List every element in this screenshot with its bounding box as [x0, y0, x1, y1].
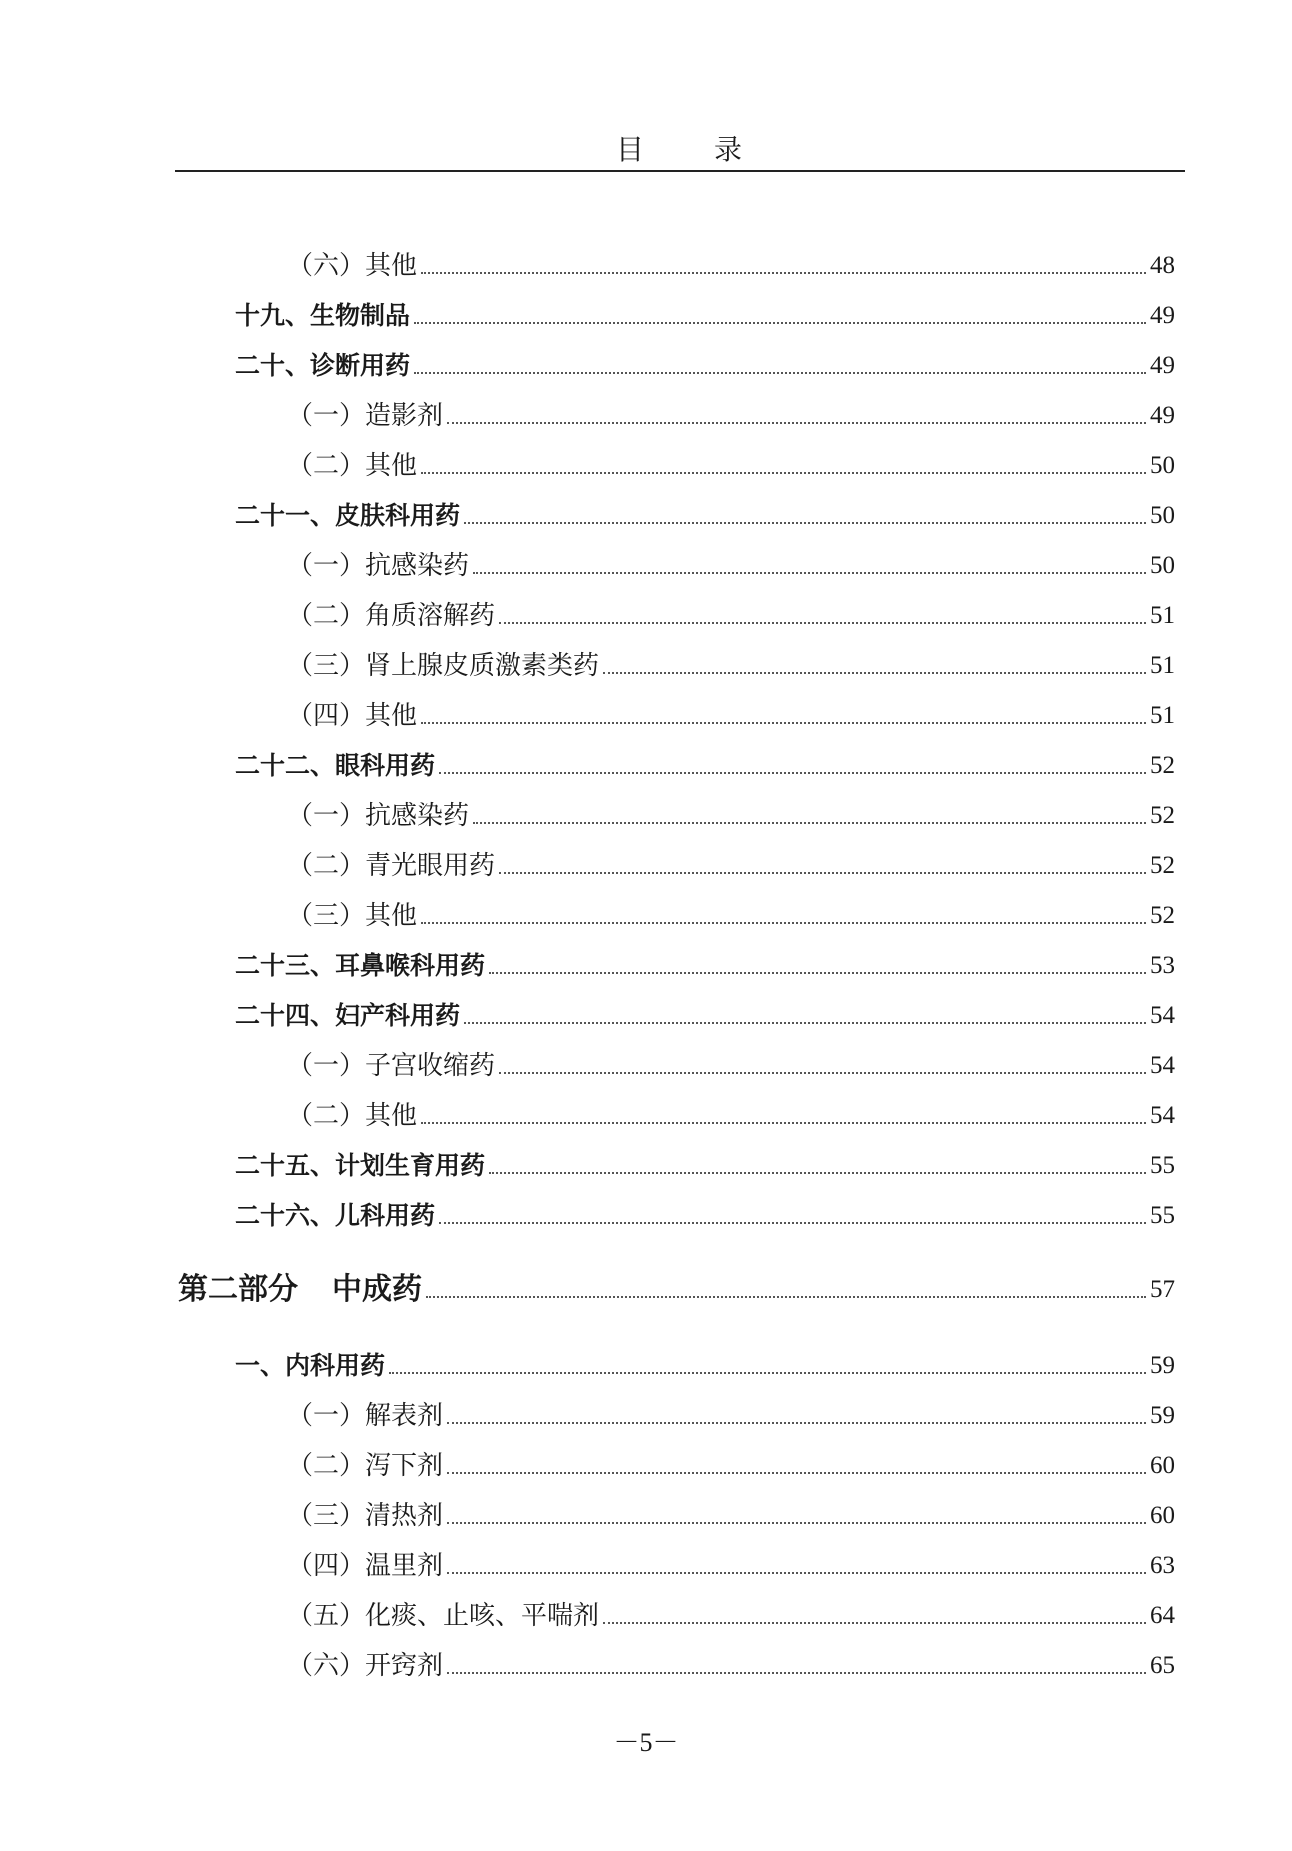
toc-entry-page: 59 — [1150, 1402, 1175, 1429]
toc-entry[interactable] — [235, 493, 1175, 533]
toc-entry-page: 49 — [1150, 302, 1175, 329]
toc-entry-title: 二十一、皮肤科用药 — [235, 501, 461, 530]
toc-entry-title: （二）角质溶解药 — [287, 601, 496, 631]
dot-leader — [447, 422, 1146, 424]
toc-entry-title: 十九、生物制品 — [235, 301, 411, 330]
toc-entry[interactable] — [235, 743, 1175, 783]
toc-entry-page: 50 — [1150, 502, 1175, 529]
toc-entry[interactable] — [235, 1593, 1175, 1633]
toc-entry-title: （三）肾上腺皮质激素类药 — [287, 651, 600, 681]
toc-entry-title: 二十四、妇产科用药 — [235, 1001, 461, 1030]
toc-entry-page: 51 — [1150, 702, 1175, 729]
toc-entry[interactable] — [235, 1193, 1175, 1233]
toc-entry[interactable] — [235, 793, 1175, 833]
toc-entry[interactable] — [235, 693, 1175, 733]
dot-leader — [447, 1472, 1146, 1474]
toc-entry-title: （二）泻下剂 — [287, 1451, 444, 1481]
dot-leader — [447, 1422, 1146, 1424]
dot-leader — [421, 922, 1146, 924]
toc-entry[interactable] — [235, 243, 1175, 283]
toc-entry-title: （六）开窍剂 — [287, 1651, 444, 1681]
toc-entry-page: 55 — [1150, 1152, 1175, 1179]
toc-entry-page: 48 — [1150, 252, 1175, 279]
toc-entry-title: （一）造影剂 — [287, 401, 444, 431]
dot-leader — [499, 872, 1146, 874]
toc-entry-title: （二）其他 — [287, 1101, 418, 1131]
dot-leader — [414, 372, 1146, 374]
toc-entry[interactable] — [235, 1543, 1175, 1583]
toc-entry-page: 54 — [1150, 1052, 1175, 1079]
toc-entry-title: （四）其他 — [287, 701, 418, 731]
toc-entry[interactable] — [235, 1643, 1175, 1683]
toc-entry[interactable] — [235, 1393, 1175, 1433]
dot-leader — [464, 1022, 1146, 1024]
toc-entry[interactable] — [235, 1043, 1175, 1083]
toc-entry-title: （一）抗感染药 — [287, 801, 470, 831]
page-number: －5－ — [613, 1728, 679, 1757]
toc-entry-page: 65 — [1150, 1652, 1175, 1679]
dot-leader — [447, 1672, 1146, 1674]
toc-entry-title: （二）其他 — [287, 451, 418, 481]
dot-leader — [473, 822, 1146, 824]
toc-entry-page: 50 — [1150, 552, 1175, 579]
toc-entry-page: 51 — [1150, 602, 1175, 629]
toc-entry[interactable] — [235, 1443, 1175, 1483]
toc-entry-title: 二十五、计划生育用药 — [235, 1151, 486, 1180]
toc-entry-title: （三）其他 — [287, 901, 418, 931]
toc-entry[interactable] — [235, 443, 1175, 483]
toc-entry[interactable] — [235, 1093, 1175, 1133]
dot-leader — [447, 1522, 1146, 1524]
dot-leader — [603, 1622, 1146, 1624]
toc-entry-title: （一）解表剂 — [287, 1401, 444, 1431]
toc-part-heading[interactable] — [178, 1267, 1175, 1307]
header-title-char-1: 目 — [615, 133, 646, 166]
toc-part-label: 第二部分 — [178, 1272, 298, 1307]
toc-entry[interactable] — [235, 643, 1175, 683]
toc-entry-page: 52 — [1150, 852, 1175, 879]
toc-entry-page: 51 — [1150, 652, 1175, 679]
toc-entry-title: （二）青光眼用药 — [287, 851, 496, 881]
dot-leader — [389, 1372, 1146, 1374]
dot-leader — [499, 1072, 1146, 1074]
toc-entry-page: 52 — [1150, 802, 1175, 829]
toc-entry-page: 60 — [1150, 1502, 1175, 1529]
toc-entry-title: （五）化痰、止咳、平喘剂 — [287, 1601, 600, 1631]
dot-leader — [489, 1172, 1146, 1174]
toc-entry-title: （一）抗感染药 — [287, 551, 470, 581]
dot-leader — [603, 672, 1146, 674]
toc-entry[interactable] — [235, 843, 1175, 883]
dot-leader — [439, 772, 1146, 774]
toc-entry[interactable] — [235, 343, 1175, 383]
toc-entry[interactable] — [235, 543, 1175, 583]
toc-entry-title: （三）清热剂 — [287, 1501, 444, 1531]
toc-entry[interactable] — [235, 293, 1175, 333]
toc-entry-page: 52 — [1150, 752, 1175, 779]
dot-leader — [464, 522, 1146, 524]
toc-entry[interactable] — [235, 393, 1175, 433]
toc-entry-page: 55 — [1150, 1202, 1175, 1229]
toc-entry-page: 49 — [1150, 402, 1175, 429]
header-title-char-2: 录 — [714, 133, 745, 166]
dot-leader — [421, 722, 1146, 724]
toc-entry-page: 53 — [1150, 952, 1175, 979]
toc-part-title — [178, 1273, 422, 1307]
toc-entry-title: 二十三、耳鼻喉科用药 — [235, 951, 486, 980]
dot-leader — [499, 622, 1146, 624]
toc-entry-title: （六）其他 — [287, 251, 418, 281]
toc-entry-page: 54 — [1150, 1002, 1175, 1029]
toc-entry-title: （四）温里剂 — [287, 1551, 444, 1581]
dot-leader — [414, 322, 1146, 324]
toc-entry[interactable] — [235, 1343, 1175, 1383]
toc-entry-title: 二十六、儿科用药 — [235, 1201, 436, 1230]
toc-entry-page: 50 — [1150, 452, 1175, 479]
toc-entry-page: 52 — [1150, 902, 1175, 929]
toc-entry[interactable] — [235, 1143, 1175, 1183]
dot-leader — [447, 1572, 1146, 1574]
toc-entry-page: 49 — [1150, 352, 1175, 379]
dot-leader — [421, 1122, 1146, 1124]
toc-entry[interactable] — [235, 893, 1175, 933]
dot-leader — [421, 472, 1146, 474]
dot-leader — [426, 1296, 1146, 1298]
toc-entry-title: 二十二、眼科用药 — [235, 751, 436, 780]
dot-leader — [439, 1222, 1146, 1224]
toc-entry-title: （一）子宫收缩药 — [287, 1051, 496, 1081]
toc-entry[interactable] — [235, 993, 1175, 1033]
dot-leader — [473, 572, 1146, 574]
dot-leader — [489, 972, 1146, 974]
toc-entry[interactable] — [235, 1493, 1175, 1533]
toc-entry-page: 60 — [1150, 1452, 1175, 1479]
dot-leader — [421, 272, 1146, 274]
toc-entry-title: 一、内科用药 — [235, 1351, 386, 1380]
toc-entry-page: 59 — [1150, 1352, 1175, 1379]
toc-part-name: 中成药 — [332, 1272, 422, 1307]
toc-entry-page: 63 — [1150, 1552, 1175, 1579]
toc-entry-title: 二十、诊断用药 — [235, 351, 411, 380]
toc-entry-page: 54 — [1150, 1102, 1175, 1129]
toc-entry[interactable] — [235, 593, 1175, 633]
toc-entry-page: 64 — [1150, 1602, 1175, 1629]
toc-entry[interactable] — [235, 943, 1175, 983]
toc-entry-page: 57 — [1150, 1276, 1175, 1303]
